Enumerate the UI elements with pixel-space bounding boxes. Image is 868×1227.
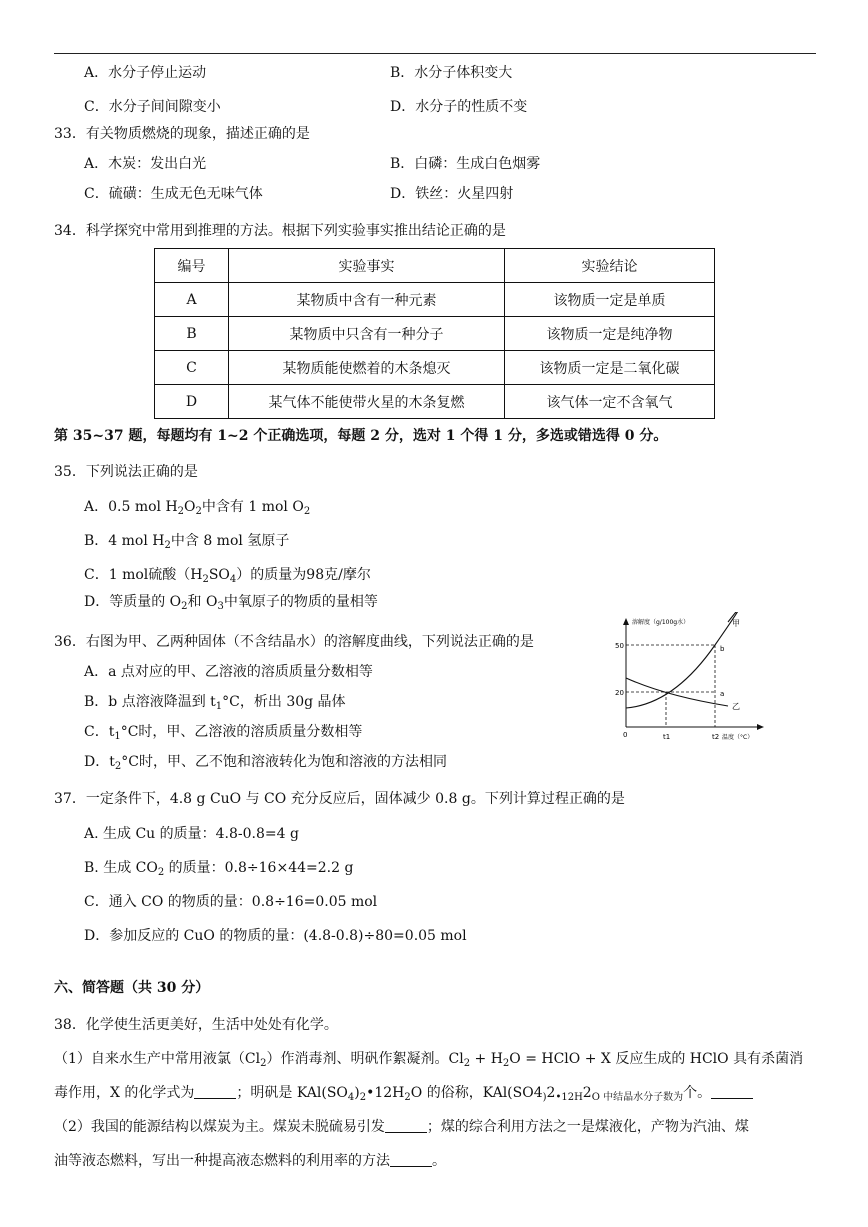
q37-option-d: D．参加反应的 CuO 的物质的量：(4.8-0.8)÷80=0.05 mol (84, 928, 467, 944)
section6-title: 六、简答题（共 30 分） (54, 980, 210, 996)
q36-option-d: D．$t_2^\circ C$时，甲、乙不饱和溶液转化为饱和溶液的方法相同 (84, 754, 447, 772)
answer-blank[interactable] (711, 1085, 753, 1099)
x-tick-t2: t2 (712, 733, 720, 741)
q37-option-a: A. 生成 Cu 的质量：4.8-0.8=4 g (84, 826, 299, 842)
q34-table (154, 248, 715, 419)
x-axis-arrow (757, 724, 764, 730)
q32-option-b: B．水分子体积变大 (390, 65, 513, 81)
table-cell: 该物质一定是二氧化碳 (505, 351, 715, 385)
table-cell: 该物质一定是纯净物 (505, 317, 715, 351)
top-rule (54, 53, 816, 54)
origin-label: 0 (623, 731, 628, 739)
answer-blank[interactable] (390, 1153, 432, 1167)
q35-stem: 35．下列说法正确的是 (54, 464, 198, 480)
table-cell: 某物质中含有一种元素 (229, 283, 505, 317)
table-header-cell: 实验结论 (505, 249, 715, 283)
point-label-a: a (720, 690, 725, 698)
q32-option-d: D．水分子的性质不变 (390, 99, 528, 115)
table-row (155, 317, 715, 351)
table-cell: 某气体不能使带火星的木条复燃 (229, 385, 505, 419)
q32-option-c: C．水分子间间隙变小 (84, 99, 221, 115)
solubility-graph (612, 612, 772, 747)
table-header-cell: 实验事实 (229, 249, 505, 283)
answer-blank[interactable] (194, 1085, 236, 1099)
y-tick-50: 50 (615, 642, 624, 650)
q38-p1-line2: 毒作用，X 的化学式为 ；明矾是 $KAl(SO_4)_2•12H_2O$ 的俗称，$KAl(SO4_)2_{•12H}2_{O 中结晶水分子数为}$个。 (54, 1084, 753, 1107)
q36-option-a: A．a 点对应的甲、乙溶液的溶质质量分数相等 (84, 664, 373, 680)
table-cell: B (155, 317, 229, 351)
q38-p2-line2: 油等液态燃料，写出一种提高液态燃料的利用率的方法 。 (54, 1153, 446, 1169)
table-row (155, 385, 715, 419)
series-label-yi: 乙 (732, 702, 740, 711)
q37-option-c: C．通入 CO 的物质的量：0.8÷16=0.05 mol (84, 894, 378, 910)
table-cell: 某物质中只含有一种分子 (229, 317, 505, 351)
q35-option-a: A．0.5 mol $H_2O_2$中含有 1 mol $O_2$ (84, 499, 311, 517)
q35-option-c: C．1 mol硫酸$(H_2SO_4)$的质量为98克/摩尔 (84, 567, 371, 585)
q33-option-a: A．木炭：发出白光 (84, 156, 207, 172)
q38-p2-line1: （2）我国的能源结构以煤炭为主。煤炭未脱硫易引发 ；煤的综合利用方法之一是煤液化，产物为汽油、煤 (54, 1119, 749, 1135)
q36-option-c: C．$t_1^\circ C$时，甲、乙溶液的溶质质量分数相等 (84, 724, 363, 742)
point-label-b: b (720, 645, 725, 653)
x-axis-title: 温度（°C） (722, 734, 754, 741)
table-cell: 某物质能使燃着的木条熄灭 (229, 351, 505, 385)
section-note: 第 35~37 题，每题均有 1~2 个正确选项，每题 2 分，选对 1 个得 1 分，多选或错选得 0 分。 (54, 428, 668, 444)
q38-stem: 38．化学使生活更美好，生活中处处有化学。 (54, 1017, 338, 1033)
q36-stem: 36．右图为甲、乙两种固体（不含结晶水）的溶解度曲线，下列说法正确的是 (54, 634, 534, 650)
answer-blank[interactable] (385, 1119, 427, 1133)
table-row (155, 351, 715, 385)
x-tick-t1: t1 (663, 733, 671, 741)
q37-option-b: B. 生成 $CO_2$ 的质量：0.8÷16×44=2.2 g (84, 860, 354, 878)
q32-option-a: A．水分子停止运动 (84, 65, 207, 81)
table-header-row (155, 249, 715, 283)
y-axis-arrow (623, 618, 629, 625)
table-cell: 该气体一定不含氧气 (505, 385, 715, 419)
q35-option-d: D．等质量的 $O_2$和 $O_3$中氧原子的物质的量相等 (84, 594, 378, 612)
table-header-cell: 编号 (155, 249, 229, 283)
q33-stem: 33．有关物质燃烧的现象，描述正确的是 (54, 126, 310, 142)
q35-option-b: B．4 mol $H_2$中含 8 mol 氢原子 (84, 533, 290, 551)
table-cell: 该物质一定是单质 (505, 283, 715, 317)
q38-p1-line1: （1）自来水生产中常用液氯$(Cl_2)$作消毒剂、明矾作絮凝剂。$Cl_2 + H_2O$ = HClO + X 反应生成的 HClO 具有杀菌消 (54, 1051, 804, 1069)
q33-option-d: D．铁丝：火星四射 (390, 186, 514, 202)
q34-stem: 34．科学探究中常用到推理的方法。根据下列实验事实推出结论正确的是 (54, 223, 506, 239)
y-tick-20: 20 (615, 689, 624, 697)
series-label-jia: 甲 (732, 619, 740, 628)
q33-option-c: C．硫磺：生成无色无味气体 (84, 186, 263, 202)
q37-stem: 37．一定条件下，4.8 g CuO 与 CO 充分反应后，固体减少 0.8 g。下列计算过程正确的是 (54, 791, 625, 807)
table-cell: C (155, 351, 229, 385)
table-row (155, 283, 715, 317)
q33-option-b: B．白磷：生成白色烟雾 (390, 156, 541, 172)
table-cell: D (155, 385, 229, 419)
y-axis-title: 溶解度（g/100g水） (632, 619, 690, 626)
table-cell: A (155, 283, 229, 317)
q36-option-b: B．b 点溶液降温到 $t_1^\circ C$，析出 30g 晶体 (84, 694, 346, 712)
